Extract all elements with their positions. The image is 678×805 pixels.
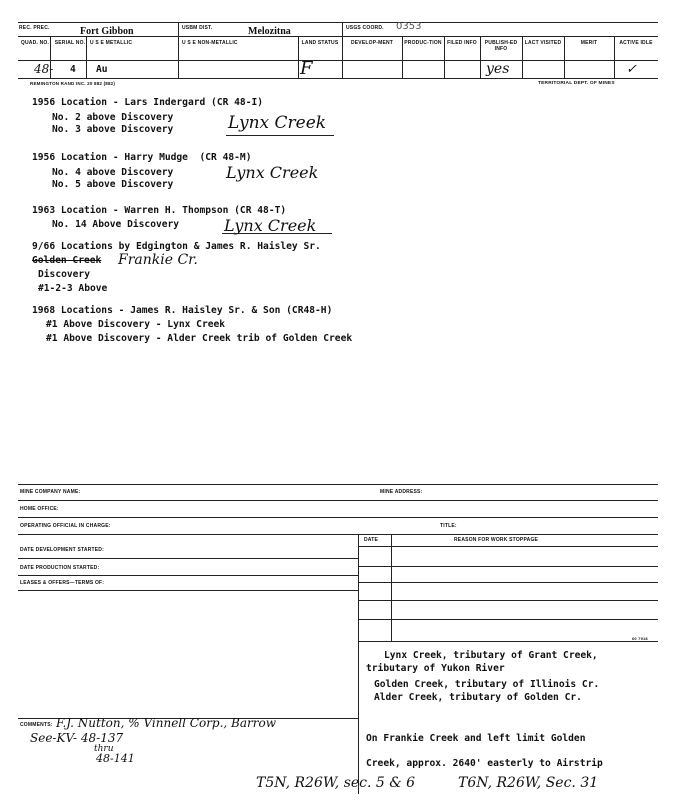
remark-line: Alder Creek, tributary of Golden Cr. [374, 692, 582, 703]
township-left: T5N, R26W, sec. 5 & 6 [256, 775, 416, 791]
published-value: yes [486, 61, 510, 77]
leases-label: LEASES & OFFERS—TERMS OF: [20, 580, 105, 586]
entry-title: 9/66 Locations by Edgington & James R. Haisley Sr. [32, 241, 321, 252]
land-status-value: F [300, 58, 313, 79]
quad-value: 48- [34, 62, 54, 76]
usgs-coord-label: USGS COORD. [346, 25, 384, 31]
column-header: QUAD. NO. [20, 40, 50, 46]
remark-line: Creek, approx. 2640' easterly to Airstrip [366, 758, 603, 769]
comments-label: COMMENTS: [20, 722, 53, 728]
entry-title: 1956 Location - Lars Indergard (CR 48-I) [32, 97, 264, 108]
entry-line: No. 4 above Discovery [52, 167, 174, 178]
form-code: 60 7918 [632, 636, 648, 641]
column-header: PRODUC-TION [404, 40, 442, 46]
column-header: U S E METALLIC [90, 40, 133, 46]
remark-line: tributary of Yukon River [366, 663, 505, 674]
handwritten-creek: Lynx Creek [226, 163, 319, 182]
mine-address-label: MINE ADDRESS: [380, 489, 423, 495]
entry-line: #1 Above Discovery - Lynx Creek [46, 319, 226, 330]
handwritten-creek: Lynx Creek [224, 216, 317, 235]
column-header: LACT VISITED [524, 40, 562, 46]
comment-handwritten-3: thru [94, 744, 114, 754]
column-header: FILED INFO [447, 40, 477, 46]
struck-text: Golden Creek [32, 255, 102, 266]
column-header: DEVELOP-MENT [350, 40, 394, 46]
column-header: ACTIVE IDLE [619, 40, 653, 46]
entry-title: 1968 Locations - James R. Haisley Sr. & Son (CR48-H) [32, 305, 333, 316]
comment-handwritten-1: F.J. Nutton, % Vinnell Corp., Barrow [56, 716, 277, 730]
mine-company-label: MINE COMPANY NAME: [20, 489, 81, 495]
date-label: DATE [364, 537, 379, 543]
entry-line: Discovery [38, 269, 90, 280]
rec-prec-value: Fort Gibbon [80, 26, 134, 37]
entry-line: #1-2-3 Above [38, 283, 108, 294]
entry-line: No. 5 above Discovery [52, 179, 174, 190]
usbm-dist-value: Melozitna [248, 26, 291, 37]
form-imprint: REMINGTON RAND INC. 20 882 (882) [30, 81, 116, 86]
entry-title: 1956 Location - Harry Mudge (CR 48-M) [32, 152, 252, 163]
rec-prec-label: REC. PREC. [19, 25, 50, 31]
column-header: LAND STATUS [301, 40, 339, 46]
remark-line: On Frankie Creek and left limit Golden [366, 733, 586, 744]
handwritten-creek: Frankie Cr. [118, 252, 198, 268]
column-header: PUBLISH-ED INFO [484, 40, 518, 52]
metallic-value: Au [96, 64, 108, 75]
usgs-coord-value: 0353 [396, 21, 422, 32]
reason-label: REASON FOR WORK STOPPAGE [454, 537, 539, 543]
column-header: SERIAL NO. [54, 40, 86, 46]
serial-value: 4 [70, 64, 76, 75]
entry-title: 1963 Location - Warren H. Thompson (CR 48-T) [32, 205, 287, 216]
entry-line: No. 3 above Discovery [52, 124, 174, 135]
prod-started-label: DATE PRODUCTION STARTED: [20, 565, 100, 571]
remark-line: Lynx Creek, tributary of Grant Creek, [384, 650, 598, 661]
column-header: U S E NON-METALLIC [182, 40, 238, 46]
dev-started-label: DATE DEVELOPMENT STARTED: [20, 547, 104, 553]
handwritten-creek: Lynx Creek [228, 113, 327, 133]
entry-line: #1 Above Discovery - Alder Creek trib of Golden Creek [46, 333, 353, 344]
column-header: MERIT [580, 40, 598, 46]
comment-handwritten-4: 48-141 [96, 752, 135, 765]
operating-official-label: OPERATING OFFICIAL IN CHARGE: [20, 523, 111, 529]
dept-imprint: TERRITORIAL DEPT. OF MINES [538, 81, 615, 86]
home-office-label: HOME OFFICE: [20, 506, 59, 512]
remark-line: Golden Creek, tributary of Illinois Cr. [374, 679, 600, 690]
township-right: T6N, R26W, Sec. 31 [458, 775, 599, 791]
entry-line: No. 14 Above Discovery [52, 219, 180, 230]
usbm-dist-label: USBM DIST. [182, 25, 213, 31]
entry-line: No. 2 above Discovery [52, 112, 174, 123]
active-check: ✓ [626, 62, 637, 77]
comment-handwritten-2: See-KV- 48-137 [30, 731, 124, 745]
title-label: TITLE: [440, 523, 457, 529]
